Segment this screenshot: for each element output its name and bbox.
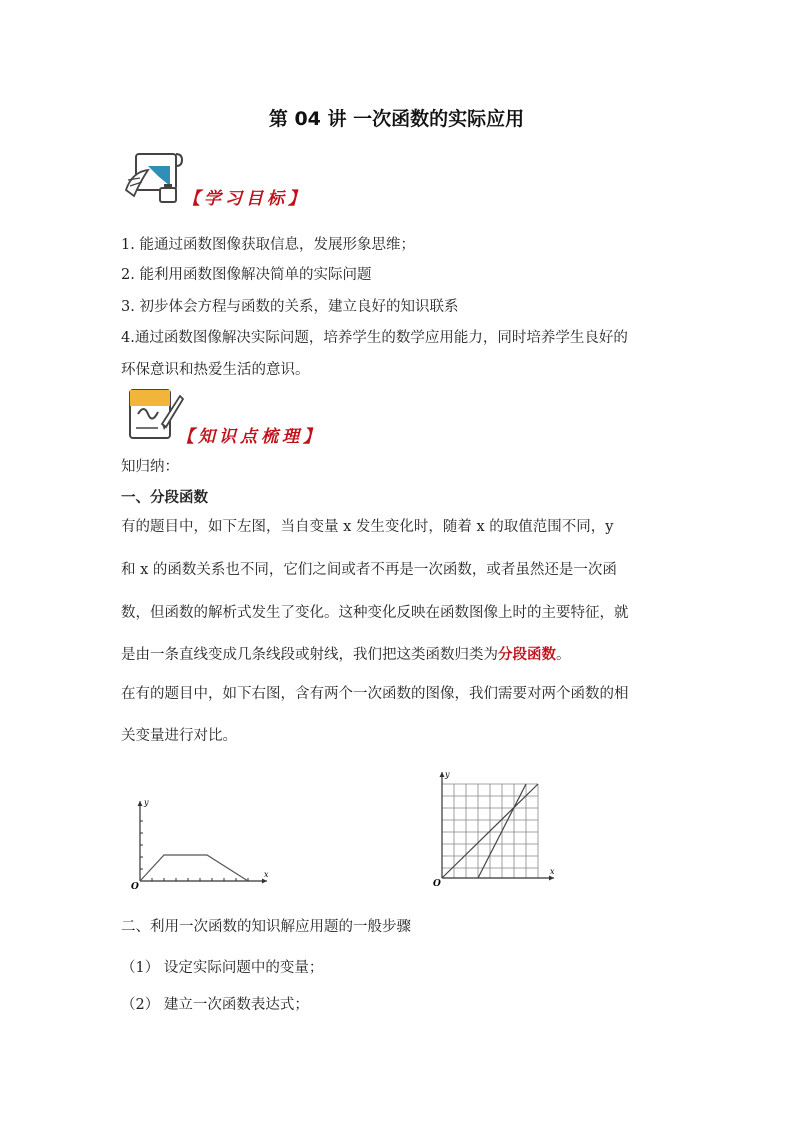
- heading-steps: 二、利用一次函数的知识解应用题的一般步骤: [121, 919, 411, 935]
- para1-line-4-suffix: 。: [556, 647, 571, 663]
- graph-two-lines: [430, 768, 560, 890]
- para1-line-4-prefix: 是由一条直线变成几条线段或射线，我们把这类函数归类为: [121, 647, 498, 663]
- left-graph-x-label: x: [264, 870, 269, 879]
- right-graph-origin: O: [433, 879, 441, 889]
- step-1: （1） 设定实际问题中的变量；: [121, 960, 324, 976]
- para1-line-2: 和 x 的函数关系也不同，它们之间或者不再是一次函数，或者虽然还是一次函: [121, 562, 617, 578]
- section-learning-goals-label: 【学习目标】: [183, 189, 309, 209]
- para2-line-1: 在有的题目中，如下右图，含有两个一次函数的图像，我们需要对两个函数的相: [121, 686, 629, 702]
- right-graph-y-label: y: [445, 770, 450, 779]
- para1-line-3: 数，但函数的解析式发生了变化。这种变化反映在函数图像上时的主要特征，就: [121, 605, 629, 621]
- step-2: （2） 建立一次函数表达式；: [121, 997, 309, 1013]
- para2-line-2: 关变量进行对比。: [121, 728, 237, 744]
- right-graph-x-label: x: [550, 867, 555, 876]
- scroll-quill-icon: [122, 150, 184, 206]
- goal-item-4: 4.通过函数图像解决实际问题，培养学生的数学应用能力，同时培养学生良好的: [121, 330, 628, 346]
- left-graph-y-label: y: [144, 798, 149, 807]
- para1-line-4: [121, 645, 571, 665]
- goal-item-4-cont: 环保意识和热爱生活的意识。: [121, 362, 310, 378]
- page-title: 第 04 讲 一次函数的实际应用: [268, 108, 525, 130]
- goal-item-3: 3. 初步体会方程与函数的关系，建立良好的知识联系: [121, 299, 459, 315]
- summary-label: 知归纳：: [121, 459, 179, 475]
- heading-piecewise: 一、分段函数: [121, 490, 208, 506]
- graph-piecewise: [125, 795, 275, 895]
- goal-item-2: 2. 能利用函数图像解决简单的实际问题: [121, 267, 372, 283]
- left-graph-origin: O: [131, 882, 139, 892]
- para1-line-1: 有的题目中，如下左图，当自变量 x 发生变化时，随着 x 的取值范围不同，y: [121, 519, 614, 535]
- notepad-pen-icon: [126, 384, 184, 442]
- goal-item-1: 1. 能通过函数图像获取信息，发展形象思维；: [121, 237, 415, 253]
- section-knowledge-label: 【知识点梳理】: [177, 427, 324, 447]
- highlight-piecewise: 分段函数: [498, 646, 556, 663]
